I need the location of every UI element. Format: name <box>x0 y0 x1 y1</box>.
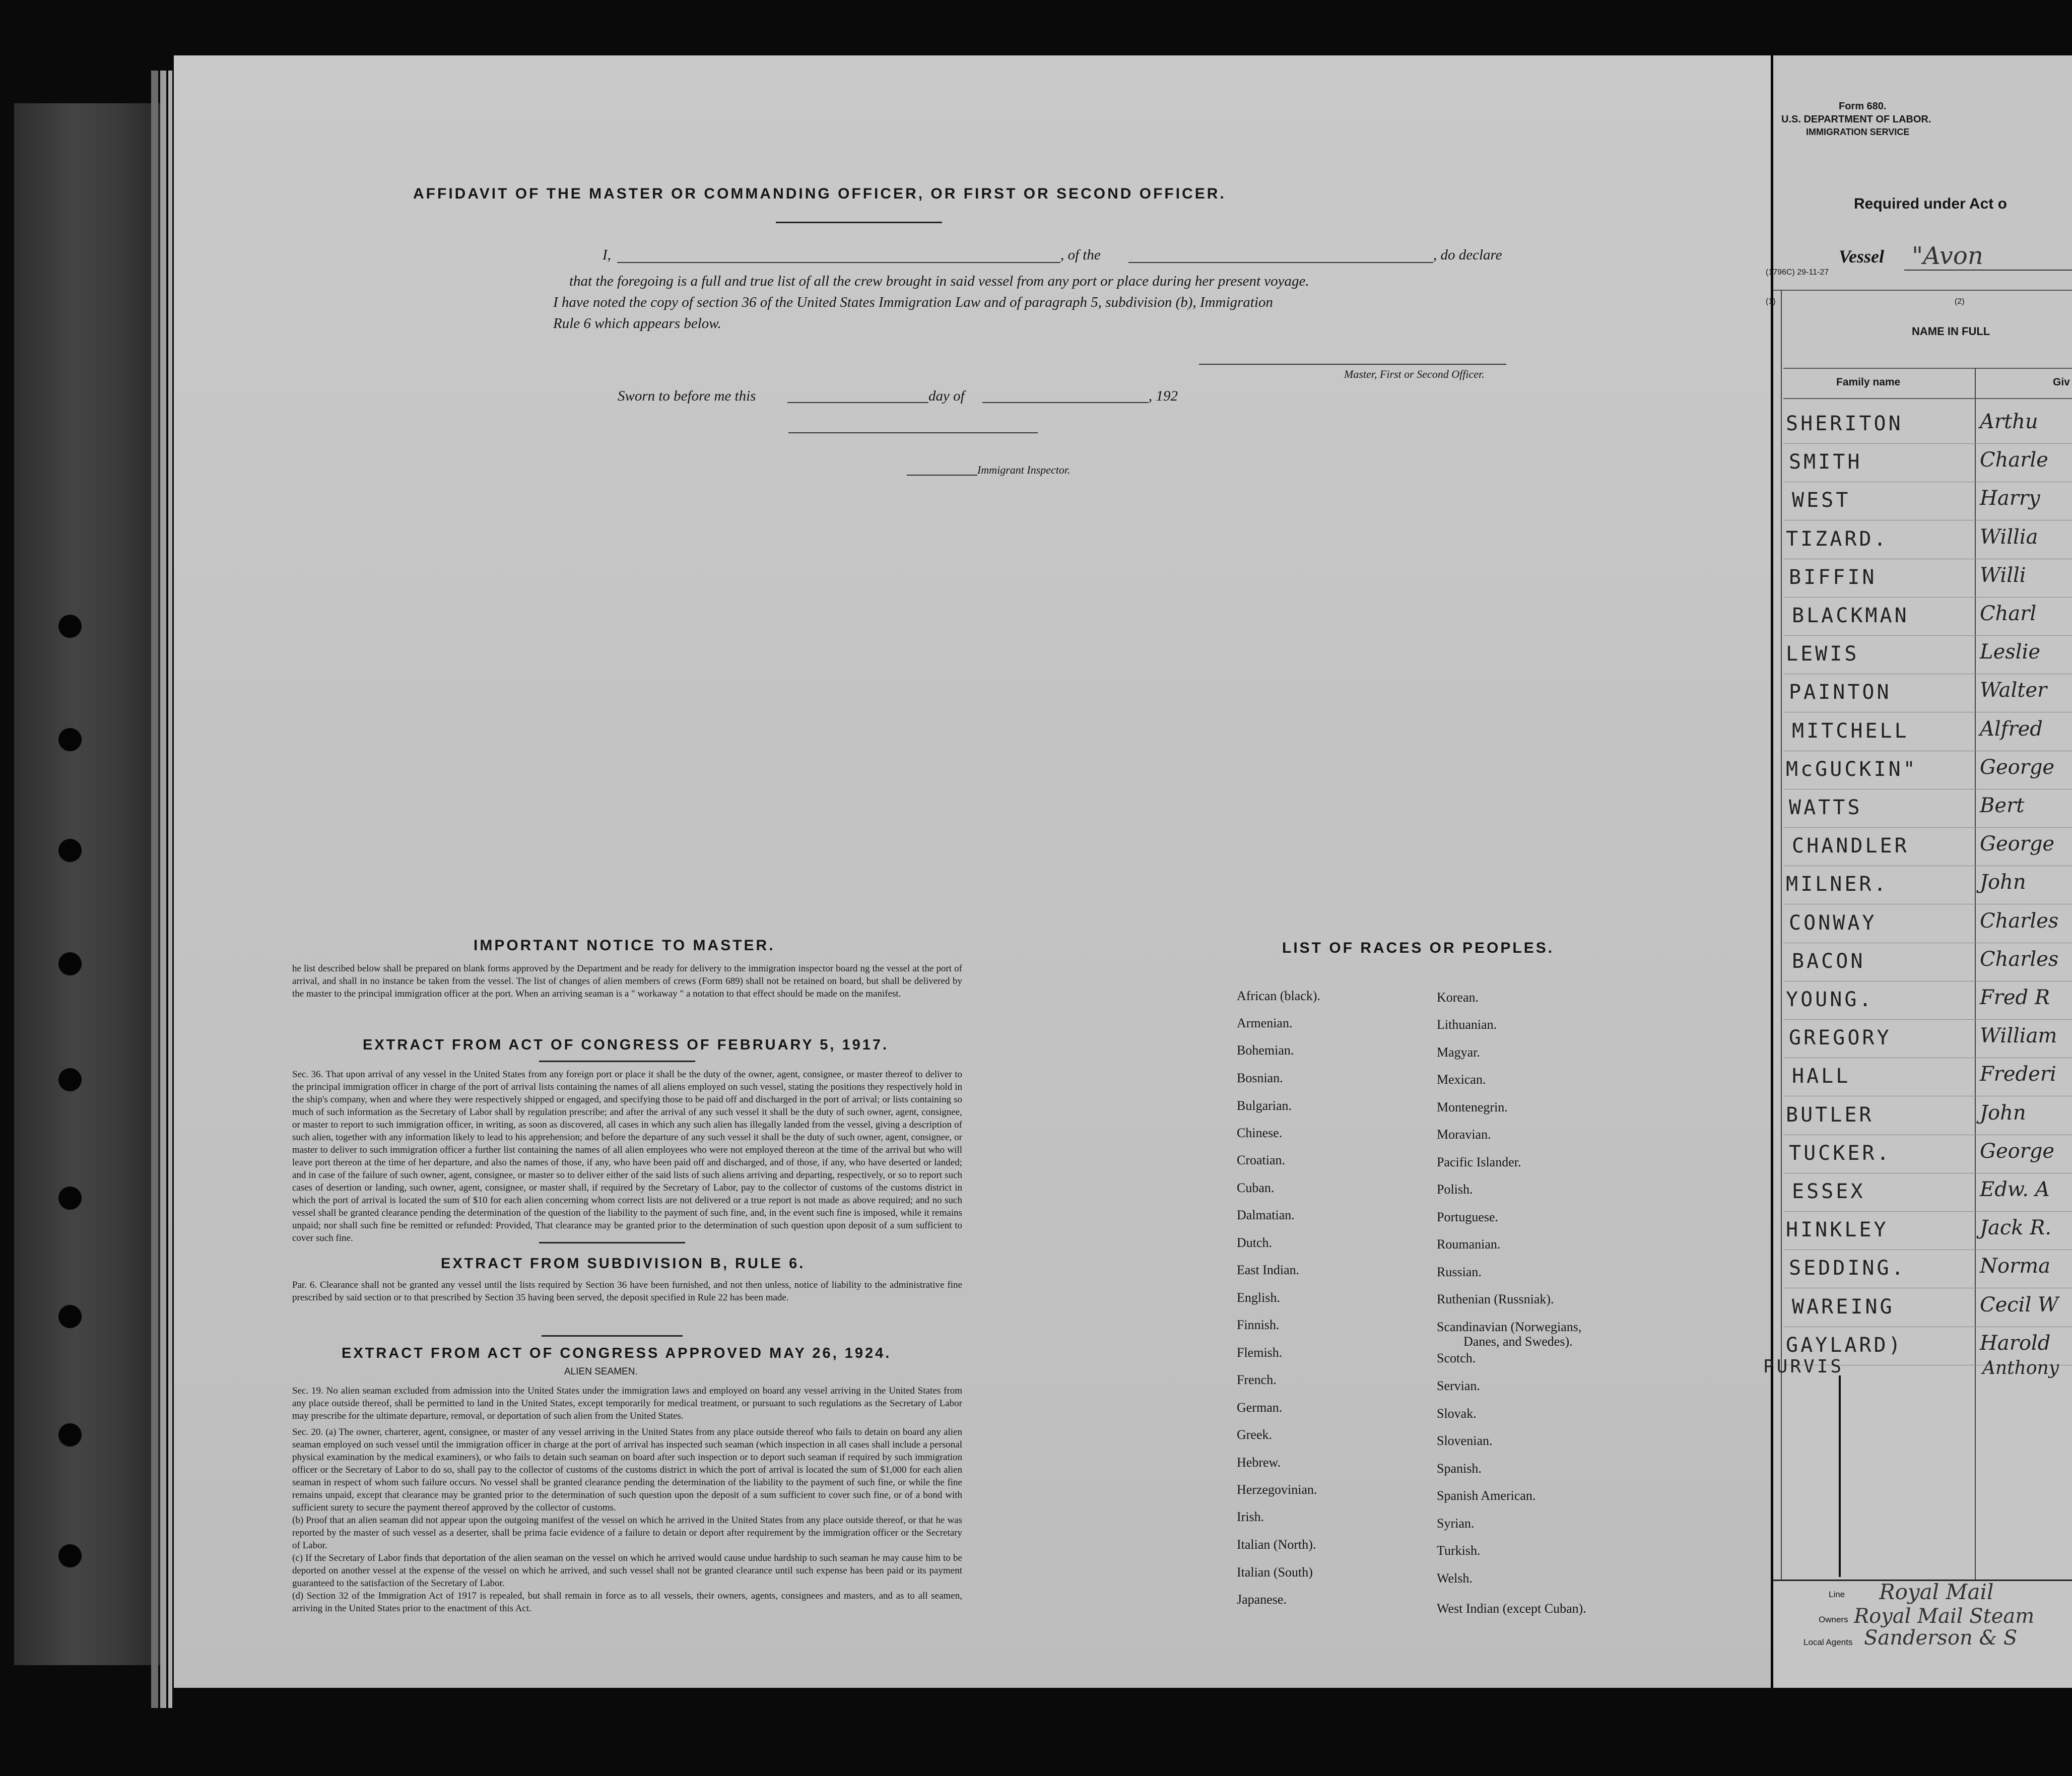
family-name: LEWIS <box>1786 642 1859 666</box>
family-name: HINKLEY <box>1786 1218 1889 1242</box>
family-name-header: Family name <box>1836 376 1901 388</box>
line-label: Line <box>1829 1590 1845 1599</box>
page-edge <box>151 71 158 1708</box>
name-in-full-header: NAME IN FULL <box>1912 325 1990 338</box>
race-item: Korean. <box>1437 990 1479 1005</box>
given-name: Fred R <box>1980 986 2050 1009</box>
race-item: Ruthenian (Russniak). <box>1437 1292 1554 1306</box>
divider <box>542 1335 683 1337</box>
race-item: Cuban. <box>1237 1180 1275 1195</box>
race-item: Danes, and Swedes). <box>1463 1334 1573 1349</box>
col2-number: (2) <box>1955 297 1965 306</box>
affidavit-line4: Rule 6 which appears below. <box>553 315 721 332</box>
family-name: SMITH <box>1789 450 1862 474</box>
col1-number: (1) <box>1766 297 1776 306</box>
affidavit-line3: I have noted the copy of section 36 of the United States Immigration Law and of paragraph 5, subdivision (b), Immigration <box>553 294 1273 310</box>
race-item: Irish. <box>1237 1509 1264 1524</box>
races-title: LIST OF RACES OR PEOPLES. <box>1282 940 1555 956</box>
punch-hole <box>58 1305 82 1328</box>
punch-hole <box>58 1544 82 1567</box>
given-name: Harold <box>1980 1331 2051 1355</box>
column-rule <box>1975 368 1976 1580</box>
notice-title: IMPORTANT NOTICE TO MASTER. <box>474 937 775 954</box>
affidavit-line1-mid: , of the <box>1060 247 1101 263</box>
race-item: Italian (South) <box>1237 1565 1313 1580</box>
race-item: Servian. <box>1437 1378 1480 1393</box>
race-item: East Indian. <box>1237 1263 1300 1277</box>
race-item: Italian (North). <box>1237 1537 1316 1552</box>
given-name: Leslie <box>1980 640 2041 664</box>
table-rule <box>1773 290 2072 291</box>
print-code: (1796C) 29-11-27 <box>1766 268 1829 277</box>
given-name: Charle <box>1980 448 2048 472</box>
extract-1924-sec19: Sec. 19. No alien seaman excluded from admission into the United States under the immigration laws and employed on board any vessel arriving in the United States from any place outside thereof, shall be permitted to land in the United States, except temporarily for medical treatment, or pursuant to such regulations as the Secretary of Labor may prescribe for the ultimate departure, removal, or deportation of such alien from the United States. <box>292 1386 962 1421</box>
given-name: Cecil W <box>1980 1293 2059 1317</box>
given-name: George <box>1980 832 2055 856</box>
race-item: Roumanian. <box>1437 1237 1501 1252</box>
given-name: John <box>1980 1101 2026 1125</box>
race-item: Bohemian. <box>1237 1043 1294 1058</box>
race-item: Portuguese. <box>1437 1210 1499 1224</box>
race-item: Herzegovinian. <box>1237 1482 1317 1497</box>
vessel-blank <box>1128 262 1433 263</box>
table-row-rule <box>1783 1211 2072 1212</box>
inspector-signature-line <box>788 432 1038 433</box>
given-name: George <box>1980 1139 2055 1163</box>
signature-caption: Master, First or Second Officer. <box>1344 368 1485 380</box>
family-name: CONWAY <box>1789 911 1877 935</box>
race-item: Mexican. <box>1437 1072 1486 1087</box>
affidavit-line2: that the foregoing is a full and true list of all the crew brought in said vessel from any port or place during her present voyage. <box>569 273 1309 289</box>
extract-1924-sec20b: (b) Proof that an alien seaman did not appear upon the outgoing manifest of the vessel on which he arrived in the United States from any place outside thereof, or that he was reported by the master of such vessel as a deserter, shall be prima facie evidence of a failure to detain or deport after requirement by the immigration officer or the Secretary of Labor. <box>292 1515 962 1551</box>
family-name: HALL <box>1792 1065 1851 1088</box>
family-name: BACON <box>1792 949 1865 973</box>
given-name: Willi <box>1980 563 2026 587</box>
given-name: Walter <box>1980 679 2047 702</box>
page-edge <box>168 71 172 1708</box>
divider <box>539 1061 695 1062</box>
given-name: John <box>1980 871 2026 894</box>
race-item: Polish. <box>1437 1182 1473 1197</box>
race-item: Spanish. <box>1437 1461 1482 1476</box>
divider <box>776 222 942 223</box>
race-item: West Indian (except Cuban). <box>1437 1601 1586 1616</box>
race-item: Dalmatian. <box>1237 1208 1295 1222</box>
family-name: PAINTON <box>1789 681 1892 704</box>
table-row-rule <box>1783 1249 2072 1250</box>
family-name: MITCHELL <box>1792 719 1909 743</box>
sworn-day-blank <box>787 402 928 403</box>
line-value: Royal Mail <box>1879 1580 1994 1604</box>
given-name: Willia <box>1980 525 2038 549</box>
table-row-rule <box>1783 597 2072 598</box>
race-item: Pacific Islander. <box>1437 1155 1521 1169</box>
extract-1924-sec20c: (c) If the Secretary of Labor finds that deportation of the alien seaman on the vessel on which he arrived would cause undue hardship to such seaman he may cause him to be deported on another vessel at the expense of the vessel on which he arrived, and such vessel shall not be granted clearance until such expense has been paid or its payment guaranteed to the satisfaction of the Secretary of Labor. <box>292 1553 962 1589</box>
table-rule <box>1783 368 2072 369</box>
sworn-month-blank <box>982 402 1149 403</box>
race-item: Scandinavian (Norwegians, <box>1437 1320 1582 1334</box>
race-item: African (black). <box>1237 989 1321 1003</box>
sworn-mid: day of <box>928 388 965 404</box>
family-name: SHERITON <box>1786 412 1903 435</box>
family-name: PURVIS <box>1763 1356 1844 1377</box>
extract-1917-body: Sec. 36. That upon arrival of any vessel in the United States from any foreign port or place it shall be the duty of the owner, agent, consignee, or master thereof to deliver to the principal immigration officer in charge of the port of arrival lists containing the names of all aliens employed on such vessel, stating the positions they respectively hold in the ship's company, when and where they were respectively shipped or engaged, and specifying those to be paid off and discharged in the port of arrival; or lists containing so much of such information as the Secretary of Labor shall by regulation prescribe; and after the arrival of any such vessel it shall be the duty of such owner, agent, consignee, or master to report to such immigration officer, in writing, as soon as discovered, all cases in which any such alien has illegally landed from the vessel, giving a description of such alien, together with any information likely to lead to his apprehension; and before the departure of any such vessel it shall be the duty of such owner, agent, consignee, or master to deliver to such immigration officer a further list containing the names of all alien employees who were not employed thereon at the time of the arrival but who will leave port thereon at the time of her departure, and also the names of those, if any, who have been paid off and discharged, and of those, if any, who have deserted or landed; and in case of the failure of such owner, agent, consignee, or master so to deliver either of the said lists of such aliens arriving and departing, respectively, or so to report such cases of desertion or landing, such owner, agent, consignee, or master shall, if required by the Secretary of Labor, pay to the collector of customs of the customs district in which the port of arrival is located the sum of $10 for each alien concerning whom correct lists are not delivered or a true report is not made as above required; and no such vessel shall be granted clearance pending the determination of the question of the liability to the payment of such fine, and, in the event such fine is imposed, while it remains unpaid; nor shall such fine be remitted or refunded: Provided, That clearance may be granted prior to the determination of such question upon deposit of a sum sufficient to cover such fine. <box>292 1069 962 1243</box>
name-blank <box>617 262 1060 263</box>
family-name: TIZARD. <box>1786 527 1889 551</box>
required-under-act: Required under Act o <box>1854 195 2007 212</box>
family-name: YOUNG. <box>1786 988 1874 1011</box>
vessel-line <box>1904 270 2072 271</box>
sworn-end: , 192 <box>1149 388 1178 404</box>
race-item: Lithuanian. <box>1437 1017 1497 1032</box>
table-row-rule <box>1783 789 2072 790</box>
given-name: Charles <box>1980 909 2059 933</box>
bracket-mark <box>1839 1375 1841 1577</box>
punch-hole <box>58 728 82 751</box>
race-item: Dutch. <box>1237 1235 1273 1250</box>
given-name: Bert <box>1980 794 2025 817</box>
race-item: Bulgarian. <box>1237 1098 1292 1113</box>
race-item: Scotch. <box>1437 1351 1476 1365</box>
family-name: GAYLARD) <box>1786 1333 1903 1357</box>
extract-rule6-title: EXTRACT FROM SUBDIVISION B, RULE 6. <box>441 1256 806 1272</box>
family-name: BIFFIN <box>1789 565 1877 589</box>
punch-hole <box>58 839 82 862</box>
family-name: SEDDING. <box>1789 1257 1906 1280</box>
race-item: Bosnian. <box>1237 1071 1283 1085</box>
table-row-rule <box>1783 1019 2072 1020</box>
race-item: Welsh. <box>1437 1571 1473 1586</box>
affidavit-title: AFFIDAVIT OF THE MASTER OR COMMANDING OFFICER, OR FIRST OR SECOND OFFICER. <box>413 185 1226 202</box>
race-item: Greek. <box>1237 1427 1273 1442</box>
given-name: Edw. A <box>1980 1178 2050 1201</box>
extract-1924-subtitle: ALIEN SEAMEN. <box>564 1366 638 1377</box>
race-item: Syrian. <box>1437 1516 1475 1531</box>
service: IMMIGRATION SERVICE <box>1806 127 1910 137</box>
race-item: Slovak. <box>1437 1406 1477 1421</box>
race-item: Hebrew. <box>1237 1455 1281 1470</box>
extract-rule6-body: Par. 6. Clearance shall not be granted any vessel until the lists required by Section 36 have been furnished, and not then unless, notice of liability to the administrative fine prescribed by said section or to that prescribed by Section 35 having been served, the deposit specified in Rule 22 has been made. <box>292 1280 962 1303</box>
family-name: WAREING <box>1792 1295 1895 1319</box>
family-name: WATTS <box>1789 796 1862 819</box>
race-item: Moravian. <box>1437 1127 1491 1142</box>
race-item: French. <box>1237 1372 1277 1387</box>
family-name: WEST <box>1792 489 1851 512</box>
given-name: Frederi <box>1980 1063 2056 1086</box>
vessel-label: Vessel <box>1839 246 1884 267</box>
vessel-name: "Avon <box>1912 242 1983 270</box>
punch-hole <box>58 1068 82 1091</box>
agents-value: Sanderson & S <box>1864 1626 2018 1650</box>
given-name-header: Giv <box>2053 376 2070 388</box>
family-name: CHANDLER <box>1792 834 1909 858</box>
signature-line <box>1199 364 1506 365</box>
race-item: Croatian. <box>1237 1153 1286 1167</box>
extract-1924-sec20a: Sec. 20. (a) The owner, charterer, agent, consignee, or master of any vessel arriving in the United States from any place outside thereof who fails to detain on board any alien seaman employed on such vessel until the immigration officer in charge at the port of arrival has inspected such seaman (which inspection in all cases shall include a personal physical examination by the medical examiners), or who fails to detain such seaman on board after such inspection or to deport such seaman if required by such immigration officer or the Secretary of Labor to do so, shall pay to the collector of customs of the customs district in which the port of arrival is located the sum of $1,000 for each alien seaman in respect of whom such failure occurs. No vessel shall be granted clearance pending the determination of the liability to the payment of such fine, or while the fine remains unpaid, except that clearance may be granted prior to the determination of such question upon the deposit of a sum sufficient to cover such fine, or of a bond with sufficient surety to secure the payment thereof approved by the collector of customs. <box>292 1427 962 1513</box>
race-item: Magyar. <box>1437 1045 1480 1060</box>
punch-hole <box>58 1187 82 1210</box>
table-row-rule <box>1783 635 2072 636</box>
given-name: George <box>1980 755 2055 779</box>
race-item: Spanish American. <box>1437 1488 1536 1503</box>
given-name: Jack R. <box>1980 1216 2052 1240</box>
family-name: ESSEX <box>1792 1180 1865 1203</box>
given-name: Harry <box>1980 487 2040 510</box>
manifest-page <box>1773 55 2072 1688</box>
family-name: GREGORY <box>1789 1026 1892 1050</box>
race-item: Russian. <box>1437 1265 1482 1279</box>
sworn-start: Sworn to before me this <box>618 388 756 404</box>
extract-1917-title: EXTRACT FROM ACT OF CONGRESS OF FEBRUARY 5, 1917. <box>363 1037 889 1053</box>
family-name: McGUCKIN" <box>1786 757 1918 781</box>
race-item: Finnish. <box>1237 1318 1280 1332</box>
column-rule <box>1781 290 1782 1580</box>
given-name: Anthony <box>1982 1358 2059 1378</box>
table-row-rule <box>1783 443 2072 444</box>
given-name: Alfred <box>1980 717 2043 741</box>
agents-label: Local Agents <box>1803 1637 1853 1647</box>
race-item: Turkish. <box>1437 1543 1481 1558</box>
owners-label: Owners <box>1819 1615 1848 1624</box>
race-item: Chinese. <box>1237 1126 1283 1140</box>
inspector-name-line <box>907 475 977 476</box>
affidavit-line1-start: I, <box>603 247 611 263</box>
owners-value: Royal Mail Steam <box>1854 1605 2035 1628</box>
given-name: Norma <box>1980 1255 2050 1278</box>
table-rule <box>1783 398 2072 399</box>
given-name: Charles <box>1980 947 2059 971</box>
family-name: BUTLER <box>1786 1103 1874 1127</box>
divider <box>539 1242 685 1243</box>
extract-1924-sec20d: (d) Section 32 of the Immigration Act of 1917 is repealed, but shall remain in force as to all vessels, their owners, agents, consignees and masters, and as to all seamen, arriving in the United States prior to the enactment of this Act. <box>292 1591 962 1614</box>
family-name: MILNER. <box>1786 873 1889 896</box>
race-item: English. <box>1237 1290 1280 1305</box>
given-name: Arthu <box>1980 410 2038 433</box>
given-name: Charl <box>1980 602 2037 625</box>
given-name: William <box>1980 1024 2057 1048</box>
race-item: Montenegrin. <box>1437 1100 1508 1114</box>
race-item: German. <box>1237 1400 1283 1415</box>
punch-hole <box>58 1423 82 1446</box>
form-number: Form 680. <box>1839 101 1887 112</box>
page-edge <box>160 71 166 1708</box>
affidavit-line1-end: , do declare <box>1433 247 1502 263</box>
family-name: BLACKMAN <box>1792 604 1909 627</box>
inspector-caption: Immigrant Inspector. <box>977 464 1071 476</box>
race-item: Slovenian. <box>1437 1433 1493 1448</box>
extract-1924-title: EXTRACT FROM ACT OF CONGRESS APPROVED MAY 26, 1924. <box>342 1345 892 1361</box>
race-item: Flemish. <box>1237 1345 1283 1360</box>
punch-hole <box>58 615 82 638</box>
notice-body: he list described below shall be prepared on blank forms approved by the Department and be ready for delivery to the immigration inspector board ng the vessel at the port of arrival, and shall in no instance be taken from the vessel. The list of changes of alien members of crews (Form 689) shall not be retained on board, but shall be delivered by the master to the principal immigration officer at the port. When an arriving seaman is a " workaway " a notation to that effect should be made on the manifest. <box>292 963 962 999</box>
race-item: Japanese. <box>1237 1592 1287 1607</box>
punch-hole <box>58 952 82 975</box>
table-row-rule <box>1783 827 2072 828</box>
race-item: Armenian. <box>1237 1016 1293 1030</box>
binding-strip <box>14 103 165 1665</box>
family-name: TUCKER. <box>1789 1141 1892 1165</box>
department: U.S. DEPARTMENT OF LABOR. <box>1781 114 1931 125</box>
